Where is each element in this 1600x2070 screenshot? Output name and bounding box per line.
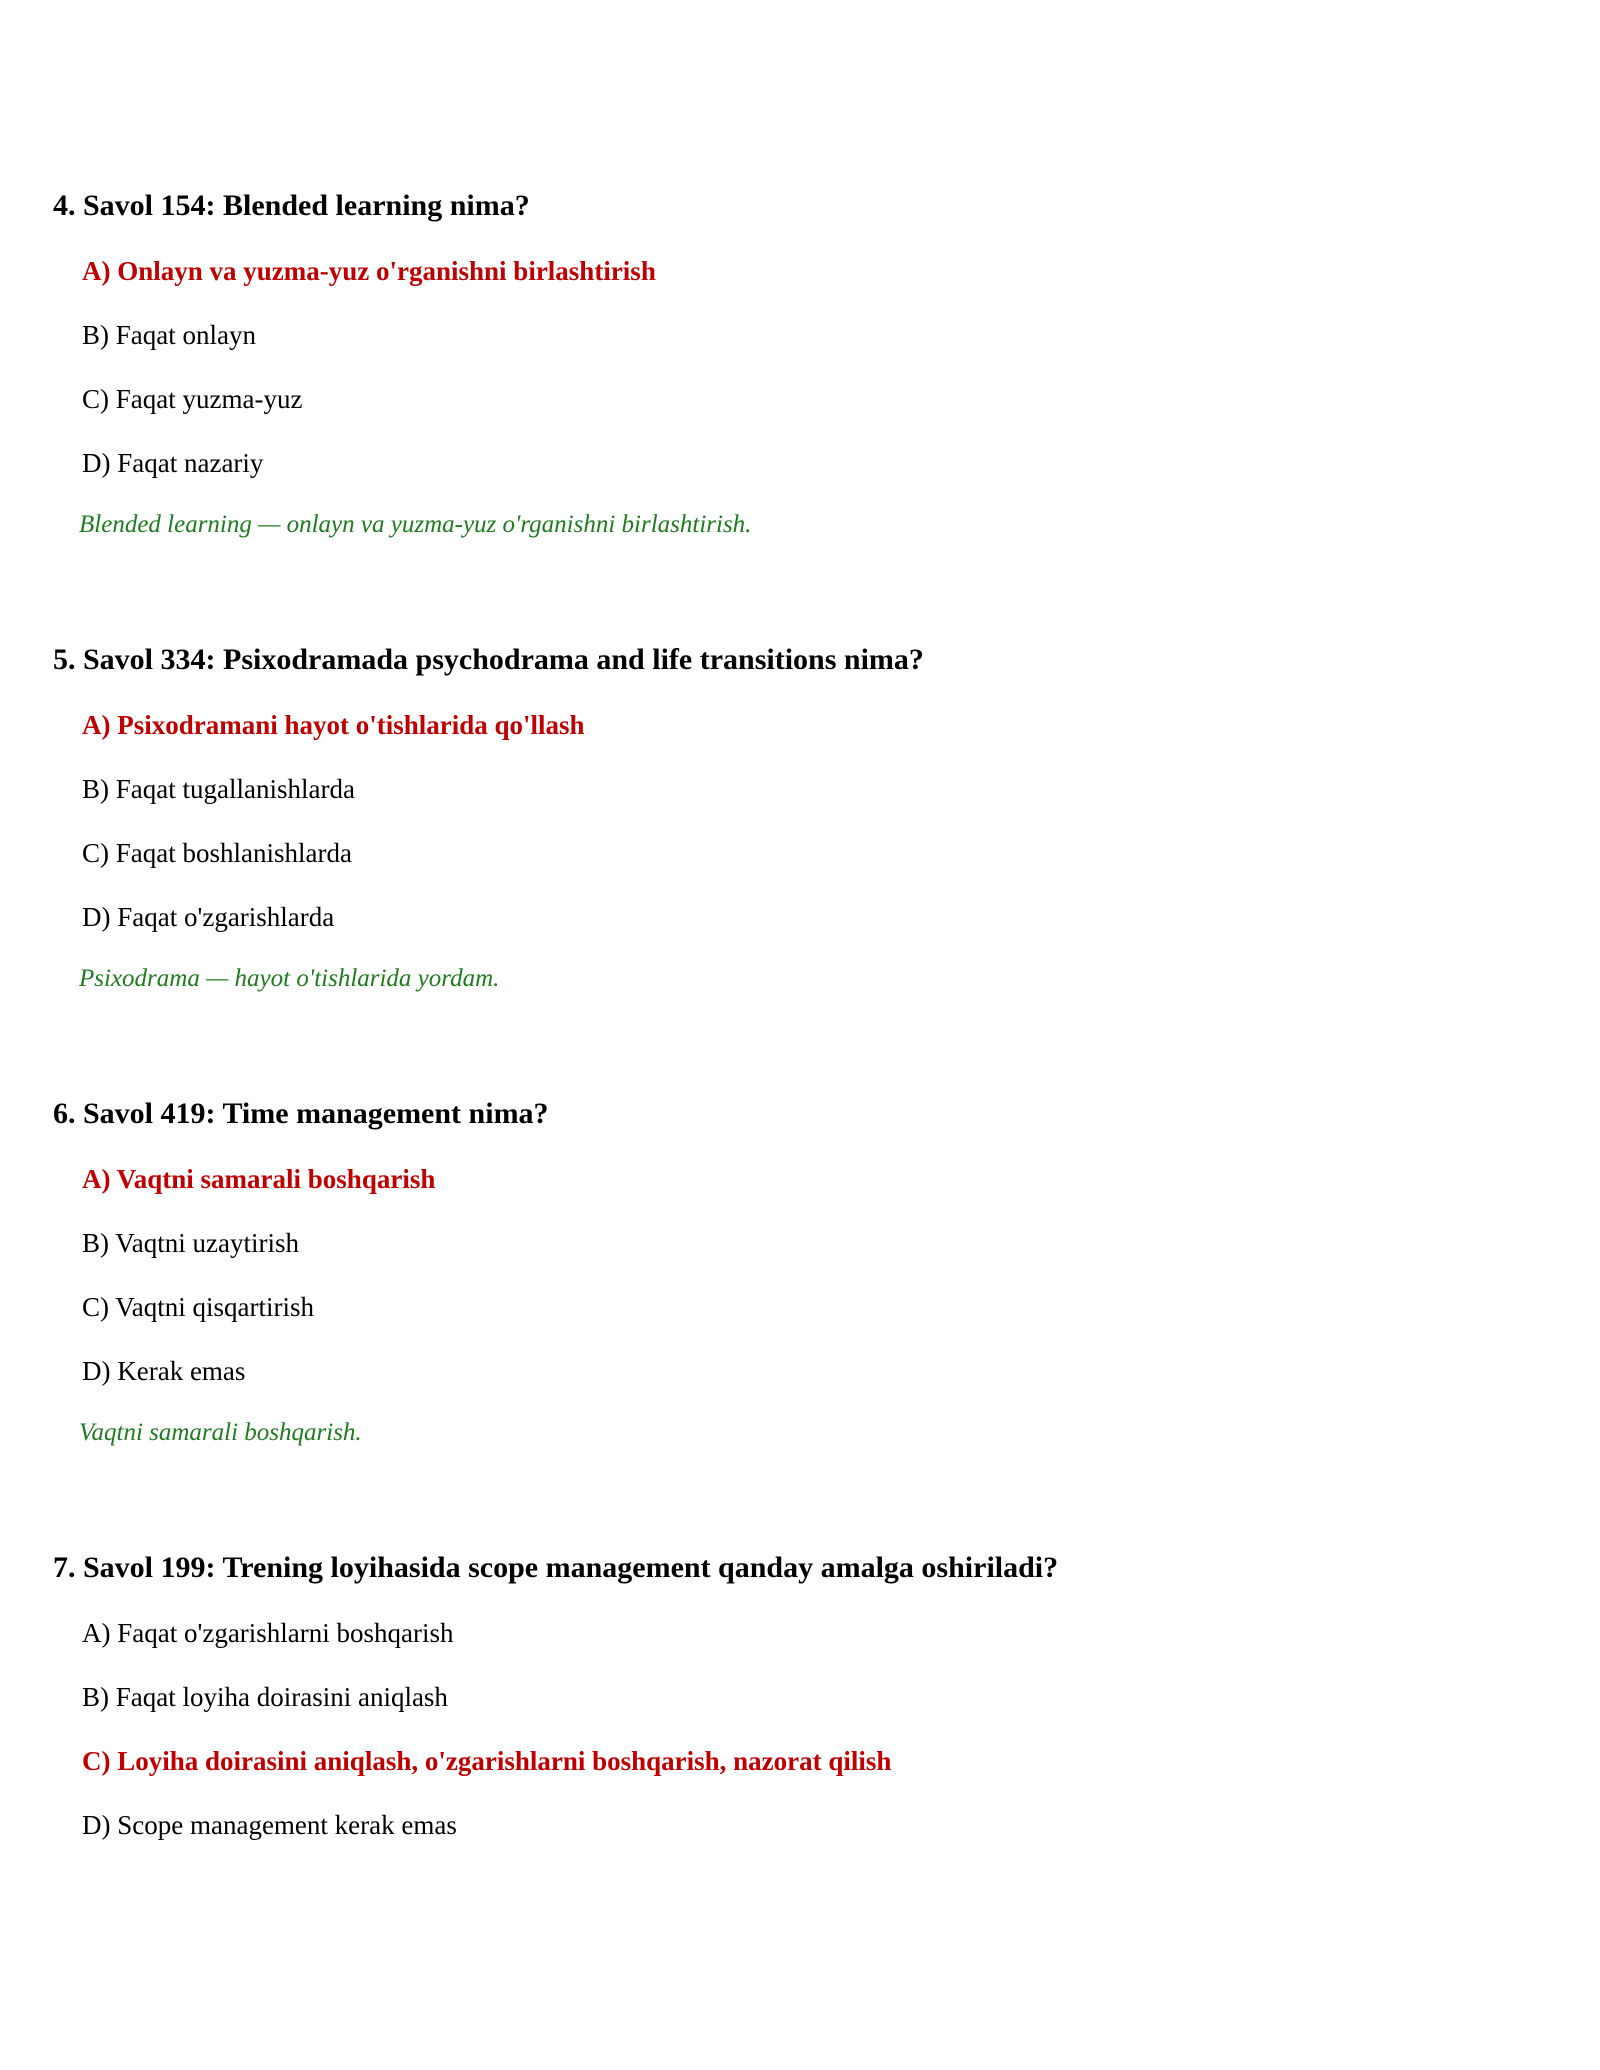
answer-option-correct: A) Psixodramani hayot o'tishlarida qo'llash <box>82 710 585 740</box>
answer-options <box>53 1616 1553 1842</box>
answer-option: D) Faqat nazariy <box>82 448 264 478</box>
answer-options <box>53 708 1553 934</box>
answer-options <box>53 254 1553 480</box>
answer-option: D) Kerak emas <box>82 1356 246 1386</box>
answer-option-correct: A) Onlayn va yuzma-yuz o'rganishni birlashtirish <box>82 256 656 286</box>
answer-option-correct: A) Vaqtni samarali boshqarish <box>82 1164 436 1194</box>
answer-explanation: Blended learning — onlayn va yuzma-yuz o'rganishni birlashtirish. <box>79 511 752 538</box>
question-block <box>53 1096 1553 1474</box>
answer-explanation: Psixodrama — hayot o'tishlarida yordam. <box>79 965 500 992</box>
question-block <box>53 188 1553 566</box>
question-block <box>53 642 1553 1020</box>
answer-option: B) Faqat tugallanishlarda <box>82 774 355 804</box>
answer-option: C) Vaqtni qisqartirish <box>82 1292 314 1322</box>
answer-option: C) Faqat yuzma-yuz <box>82 384 303 414</box>
answer-option: C) Faqat boshlanishlarda <box>82 838 352 868</box>
answer-option: B) Faqat onlayn <box>82 320 256 350</box>
answer-option: A) Faqat o'zgarishlarni boshqarish <box>82 1618 454 1648</box>
answer-options <box>53 1162 1553 1388</box>
question-title: 4. Savol 154: Blended learning nima? <box>53 189 530 222</box>
answer-option: B) Faqat loyiha doirasini aniqlash <box>82 1682 448 1712</box>
answer-option: D) Faqat o'zgarishlarda <box>82 902 335 932</box>
question-title: 6. Savol 419: Time management nima? <box>53 1097 549 1130</box>
answer-option: D) Scope management kerak emas <box>82 1810 457 1840</box>
answer-option: B) Vaqtni uzaytirish <box>82 1228 299 1258</box>
question-title: 7. Savol 199: Trening loyihasida scope management qanday amalga oshiriladi? <box>53 1551 1059 1584</box>
question-title: 5. Savol 334: Psixodramada psychodrama and life transitions nima? <box>53 643 924 676</box>
answer-option-correct: C) Loyiha doirasini aniqlash, o'zgarishlarni boshqarish, nazorat qilish <box>82 1746 892 1776</box>
answer-explanation: Vaqtni samarali boshqarish. <box>79 1419 362 1446</box>
question-block <box>53 1550 1553 1842</box>
